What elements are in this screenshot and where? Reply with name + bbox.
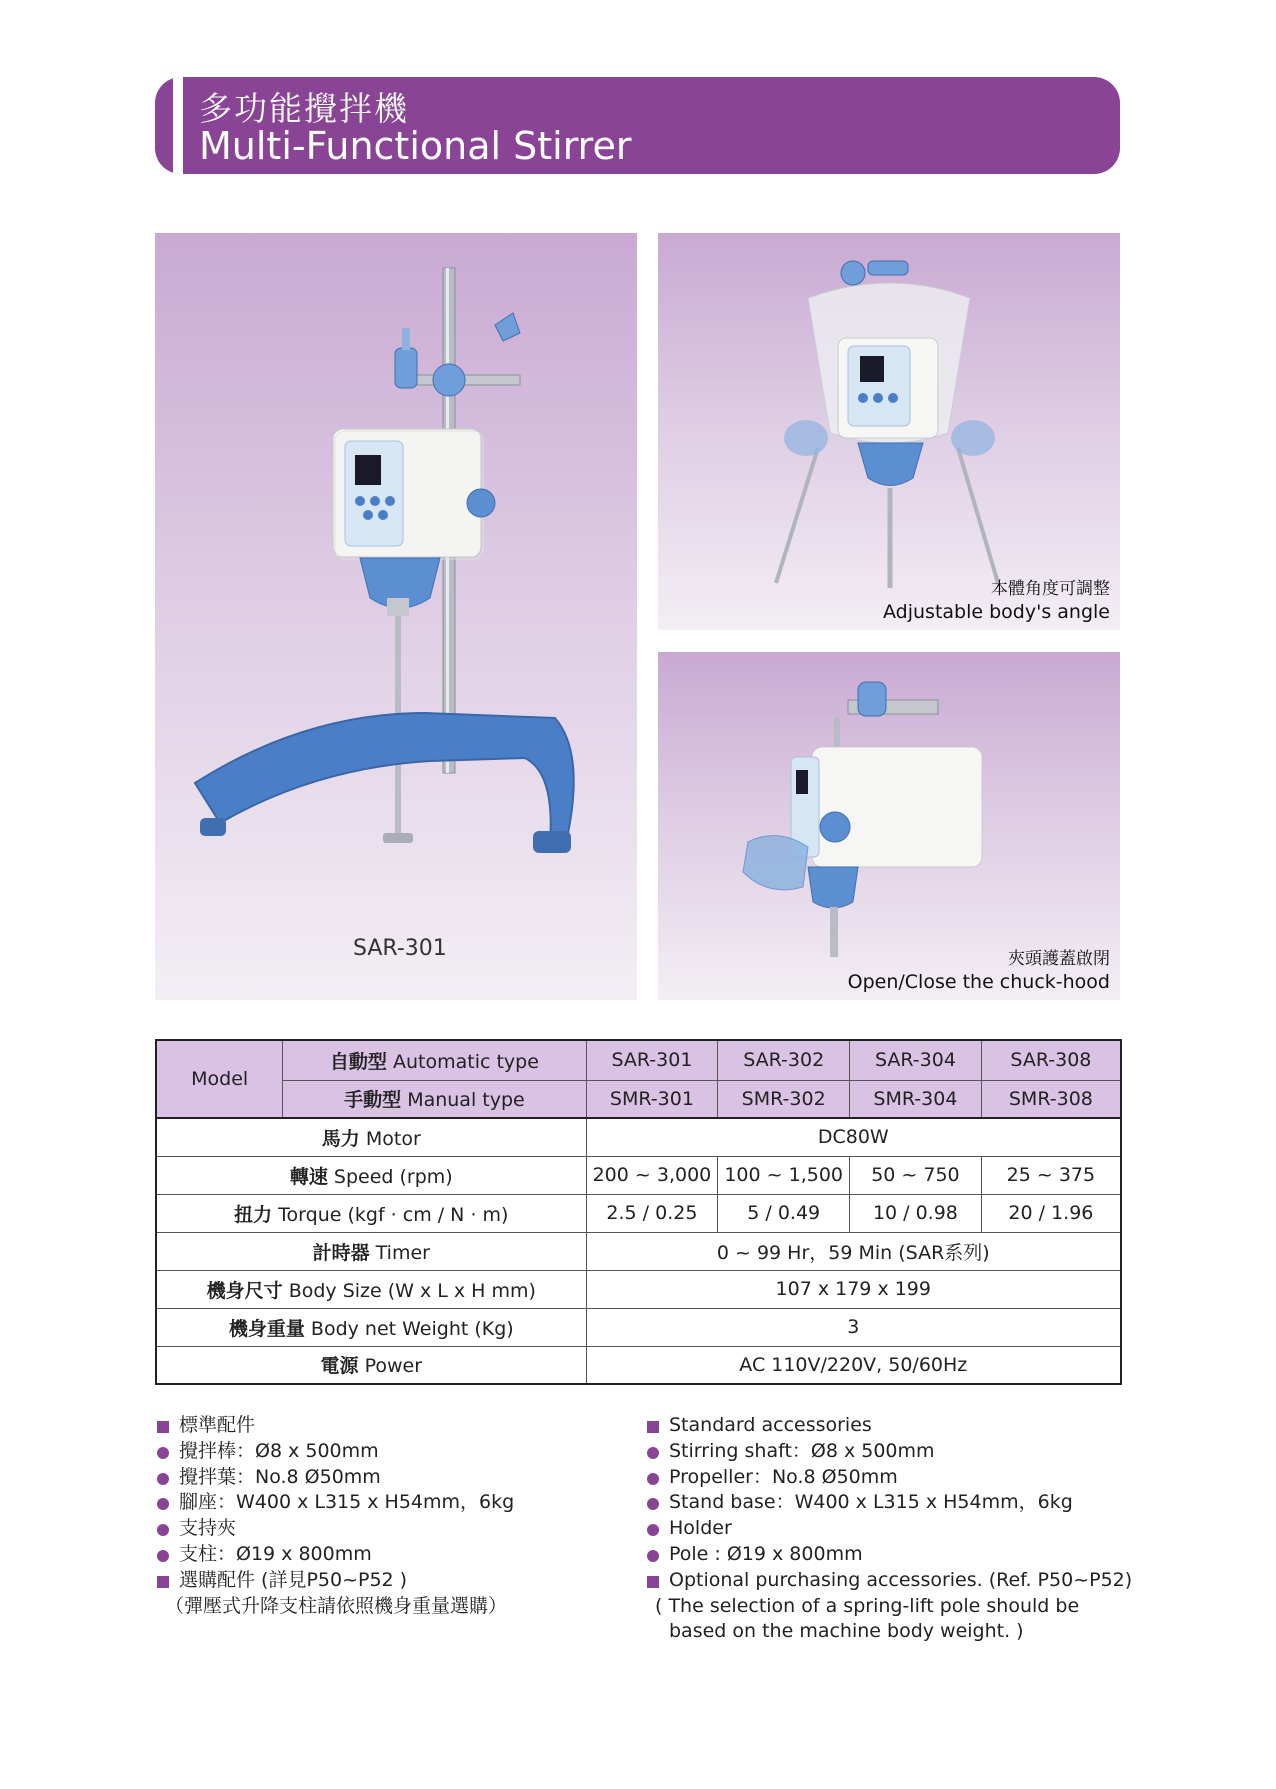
manual-model-cell: SMR-308 — [981, 1080, 1121, 1118]
list-item — [645, 1516, 1125, 1542]
weight-label-zh: 機身重量 — [228, 1317, 305, 1340]
accessory-text: Pole : Ø19 x 800mm — [669, 1542, 863, 1565]
power-label — [156, 1346, 586, 1384]
optional-title-zh: 選購配件 (詳見P50~P52 ) — [179, 1568, 408, 1591]
hood-caption-en: Open/Close the chuck-hood — [847, 971, 1110, 993]
main-photo-model-label: SAR-301 — [353, 936, 447, 961]
model-header: Model — [156, 1040, 283, 1118]
speed-label-zh: 轉速 — [289, 1165, 328, 1188]
speed-value: 50 ~ 750 — [850, 1156, 982, 1194]
list-item — [645, 1490, 1125, 1516]
accessory-text: Holder — [669, 1517, 732, 1540]
weight-value: 3 — [586, 1308, 1121, 1346]
auto-model-cell: SAR-302 — [718, 1040, 850, 1080]
standard-title-zh: 標準配件 — [179, 1414, 256, 1436]
size-label — [156, 1270, 586, 1308]
table-row-torque — [156, 1194, 1121, 1232]
banner-stripe — [173, 77, 183, 174]
weight-label — [156, 1308, 586, 1346]
manual-model-cell: SMR-301 — [586, 1080, 718, 1118]
header-banner — [155, 77, 1120, 174]
torque-value: 5 / 0.49 — [718, 1194, 850, 1232]
auto-model-cell: SAR-301 — [586, 1040, 718, 1080]
timer-label-zh: 計時器 — [312, 1241, 370, 1264]
speed-value: 100 ~ 1,500 — [718, 1156, 850, 1194]
timer-label-en: Timer — [375, 1241, 430, 1264]
motor-label-zh: 馬力 — [321, 1127, 360, 1150]
product-photo-angle — [658, 233, 1120, 630]
list-item — [155, 1413, 615, 1439]
list-item — [645, 1594, 1125, 1620]
speed-value: 200 ~ 3,000 — [586, 1156, 718, 1194]
auto-model-cell: SAR-308 — [981, 1040, 1121, 1080]
speed-label-en: Speed (rpm) — [333, 1165, 453, 1188]
square-bullet-icon — [647, 1421, 659, 1433]
dot-bullet-icon — [647, 1473, 659, 1485]
square-bullet-icon — [647, 1576, 659, 1588]
accessory-text: 支持夾 — [179, 1517, 237, 1540]
timer-value: 0 ~ 99 Hr，59 Min (SAR系列) — [586, 1232, 1121, 1270]
square-bullet-icon — [157, 1576, 169, 1588]
motor-value: DC80W — [586, 1118, 1121, 1156]
dot-bullet-icon — [647, 1447, 659, 1459]
timer-label — [156, 1232, 586, 1270]
table-row-power — [156, 1346, 1121, 1384]
dot-bullet-icon — [157, 1550, 169, 1562]
size-value: 107 x 179 x 199 — [586, 1270, 1121, 1308]
optional-note-zh: （彈壓式升降支柱請依照機身重量選購） — [165, 1594, 508, 1617]
dot-bullet-icon — [647, 1524, 659, 1536]
stirrer-stand-illustration — [155, 233, 637, 1000]
auto-type-en: Automatic type — [392, 1050, 539, 1073]
manual-model-cell: SMR-302 — [718, 1080, 850, 1118]
manual-type-en: Manual type — [407, 1089, 525, 1112]
angle-caption-en: Adjustable body's angle — [883, 601, 1110, 623]
list-item — [155, 1568, 615, 1594]
product-photo-hood — [658, 652, 1120, 1000]
list-item — [645, 1568, 1133, 1594]
dot-bullet-icon — [157, 1524, 169, 1536]
optional-title-en: Optional purchasing accessories. (Ref. P50~P52) — [669, 1568, 1133, 1591]
auto-type-zh: 自動型 — [329, 1050, 387, 1073]
list-item — [645, 1542, 1125, 1568]
accessory-text: 支柱：Ø19 x 800mm — [179, 1542, 372, 1565]
dot-bullet-icon — [647, 1498, 659, 1510]
list-item — [645, 1619, 1125, 1645]
accessory-text: Stand base：W400 x L315 x H54mm，6kg — [669, 1491, 1073, 1514]
accessories-list-zh — [155, 1413, 615, 1619]
speed-label — [156, 1156, 586, 1194]
table-row-auto-models — [156, 1040, 1121, 1080]
optional-note-en: ( The selection of a spring-lift pole should be — [655, 1594, 1080, 1617]
dot-bullet-icon — [647, 1550, 659, 1562]
power-label-en: Power — [364, 1355, 423, 1378]
angle-caption — [883, 578, 1110, 624]
list-item — [155, 1594, 615, 1620]
dot-bullet-icon — [157, 1498, 169, 1510]
motor-label-en: Motor — [365, 1127, 421, 1150]
manual-type-header — [283, 1080, 586, 1118]
torque-label-en: Torque (kgf · cm / N · m) — [278, 1203, 509, 1226]
table-row-weight — [156, 1308, 1121, 1346]
spec-table — [155, 1039, 1122, 1385]
torque-value: 2.5 / 0.25 — [586, 1194, 718, 1232]
table-row-timer — [156, 1232, 1121, 1270]
table-row-size — [156, 1270, 1121, 1308]
list-item — [155, 1439, 615, 1465]
optional-note-en: based on the machine body weight. ) — [669, 1620, 1024, 1643]
size-label-zh: 機身尺寸 — [206, 1279, 283, 1302]
accessory-text: 攪拌棒：Ø8 x 500mm — [179, 1439, 379, 1462]
accessory-text: 攪拌葉：No.8 Ø50mm — [179, 1465, 381, 1488]
auto-model-cell: SAR-304 — [850, 1040, 982, 1080]
hood-caption-zh: 夾頭護蓋啟閉 — [1008, 949, 1110, 969]
table-row-motor — [156, 1118, 1121, 1156]
page-title-zh: 多功能攪拌機 — [199, 89, 409, 128]
list-item — [645, 1413, 1125, 1439]
torque-label — [156, 1194, 586, 1232]
square-bullet-icon — [157, 1421, 169, 1433]
table-row-manual-models — [156, 1080, 1121, 1118]
angle-caption-zh: 本體角度可調整 — [991, 579, 1110, 599]
accessory-text: Propeller：No.8 Ø50mm — [669, 1465, 898, 1488]
list-item — [155, 1542, 615, 1568]
size-label-en: Body Size (W x L x H mm) — [288, 1279, 536, 1302]
list-item — [155, 1465, 615, 1491]
accessory-text: Stirring shaft：Ø8 x 500mm — [669, 1439, 935, 1462]
adjustable-angle-illustration — [658, 233, 1120, 630]
dot-bullet-icon — [157, 1473, 169, 1485]
auto-type-header — [283, 1040, 586, 1080]
weight-label-en: Body net Weight (Kg) — [310, 1317, 514, 1340]
list-item — [155, 1516, 615, 1542]
standard-title-en: Standard accessories — [669, 1414, 872, 1436]
power-value: AC 110V/220V, 50/60Hz — [586, 1346, 1121, 1384]
motor-label — [156, 1118, 586, 1156]
torque-label-zh: 扭力 — [234, 1203, 273, 1226]
hood-caption — [848, 948, 1110, 994]
speed-value: 25 ~ 375 — [981, 1156, 1121, 1194]
manual-model-cell: SMR-304 — [850, 1080, 982, 1118]
accessories-list-en — [645, 1413, 1133, 1645]
torque-value: 20 / 1.96 — [981, 1194, 1121, 1232]
power-label-zh: 電源 — [320, 1355, 359, 1378]
list-item — [155, 1490, 615, 1516]
list-item — [645, 1465, 1125, 1491]
list-item — [645, 1439, 1125, 1465]
torque-value: 10 / 0.98 — [850, 1194, 982, 1232]
table-row-speed — [156, 1156, 1121, 1194]
manual-type-zh: 手動型 — [344, 1089, 402, 1112]
product-photo-main — [155, 233, 637, 1000]
page-title-en: Multi-Functional Stirrer — [199, 124, 632, 168]
dot-bullet-icon — [157, 1447, 169, 1459]
accessory-text: 腳座：W400 x L315 x H54mm，6kg — [179, 1491, 515, 1514]
